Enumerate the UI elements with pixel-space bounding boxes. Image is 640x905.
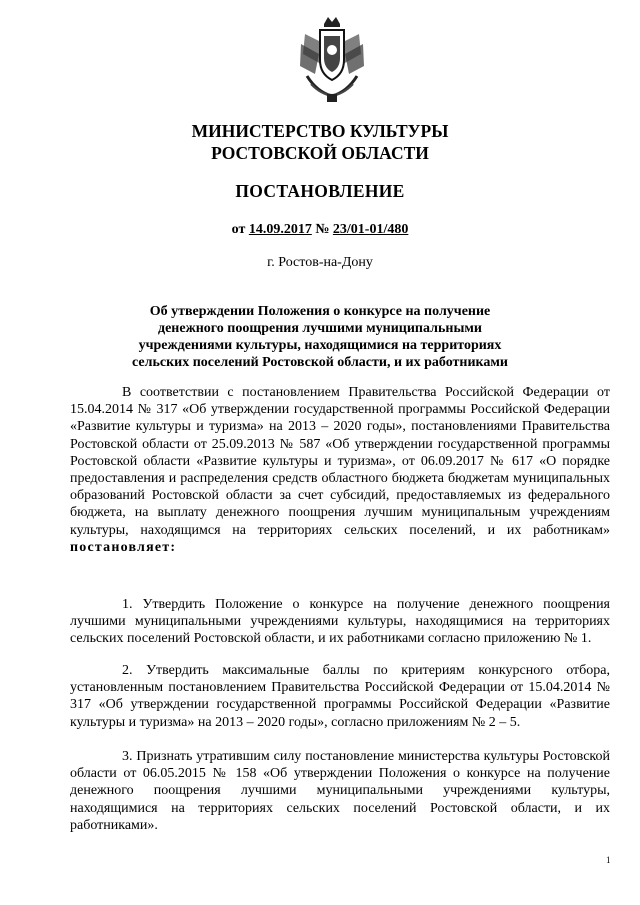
ministry-line1: МИНИСТЕРСТВО КУЛЬТУРЫ xyxy=(191,121,449,141)
item-1: 1. Утвердить Положение о конкурсе на получение денежного поощрения лучшими муниципальными учреждениями культуры, находящимися на территориях сельских поселений Ростовской области, и их работниками согласно приложению № 1. xyxy=(70,597,610,647)
subject-line1: Об утверждении Положения о конкурсе на получение xyxy=(149,304,491,319)
date-prefix: от xyxy=(231,222,249,237)
subject-line3: учреждениями культуры, находящимися на территориях xyxy=(138,338,502,353)
number-prefix: № xyxy=(311,222,333,237)
document-type: ПОСТАНОВЛЕНИЕ xyxy=(235,181,405,201)
document-date: 14.09.2017 xyxy=(248,222,312,237)
preamble-paragraph xyxy=(70,384,610,556)
item-2: 2. Утвердить максимальные баллы по критериям конкурсного отбора, установленным постановлением Правительства Российской Федерации от 15.04.2014 № 317 «Об утверждении государственной программы Российской Федерации «Развитие культуры и туризма» на 2013 – 2020 годы», согласно приложениям № 2 – 5. xyxy=(70,663,610,730)
page-number: 1 xyxy=(606,855,611,865)
resolves-word: постановляет: xyxy=(70,539,177,555)
city: г. Ростов-на-Дону xyxy=(267,255,373,270)
preamble-text: В соответствии с постановлением Правительства Российской Федерации от 15.04.2014 № 317 «Об утверждении государственной программы Российской Федерации «Развитие культуры и туризма» на 2013 – 2020 годы», постановлениями Правительства Ростовской области от 25.09.2013 № 587 «Об утверждении государственной программы Ростовской области «Развитие культуры и туризма», от 06.09.2017 № 617 «О порядке предоставления и распределения средств областного бюджета бюджетам муниципальных образований Ростовской области за счет субсидий, предоставляемых из федерального бюджета, на выплату денежного поощрения лучшим муниципальным учреждениям культуры, находящимся на территориях сельских поселений, и их работникам» xyxy=(70,385,610,538)
ministry-line2: РОСТОВСКОЙ ОБЛАСТИ xyxy=(211,143,429,163)
date-number-line xyxy=(0,222,640,238)
coat-of-arms-icon xyxy=(297,14,367,106)
document-subject xyxy=(0,303,640,371)
subject-line4: сельских поселений Ростовской области, и их работниками xyxy=(132,355,508,370)
ministry-title xyxy=(0,120,640,164)
subject-line2: денежного поощрения лучшими муниципальными xyxy=(158,321,482,336)
item-3: 3. Признать утратившим силу постановление министерства культуры Ростовской области от 06.05.2015 № 158 «Об утверждении Положения о конкурсе на получение денежного поощрения лучшими муниципальными учреждениями культуры, находящимися на территориях сельских поселений Ростовской области, и их работниками». xyxy=(70,749,610,833)
document-number: 23/01-01/480 xyxy=(332,222,409,237)
